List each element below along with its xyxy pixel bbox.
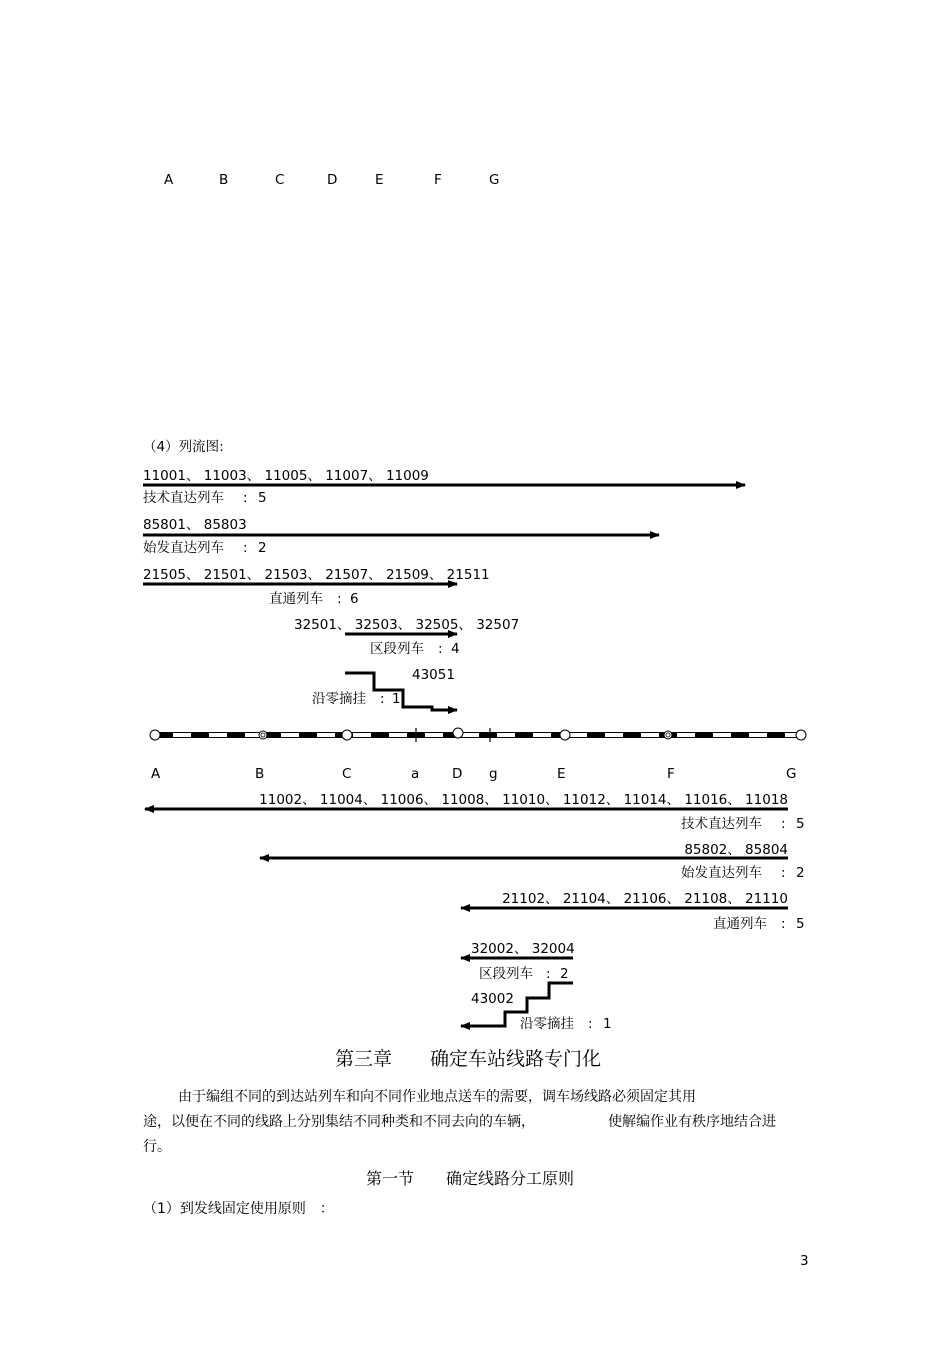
colon: : xyxy=(588,1016,593,1032)
train-ids: 11001、 11003、 11005、 11007、 11009 xyxy=(143,468,429,484)
paragraph-line: 途，以便在不同的线路上分别集结不同种类和不同去向的车辆， xyxy=(143,1114,535,1130)
station-label: G xyxy=(786,766,797,782)
paragraph-line: 使解编作业有秩序地结合进 xyxy=(608,1114,776,1130)
station-label: B xyxy=(255,766,265,782)
station-label: g xyxy=(489,766,498,782)
upward-flow-pickup xyxy=(312,667,457,710)
station-labels xyxy=(151,766,796,782)
train-type: 区段列车 xyxy=(370,641,424,657)
train-count: 2 xyxy=(258,540,267,556)
station-marker xyxy=(342,730,352,740)
top-label: D xyxy=(327,172,338,188)
colon: : xyxy=(781,916,786,932)
train-count: 2 xyxy=(560,966,569,982)
train-ids: 85801、 85803 xyxy=(143,517,247,533)
train-count: 4 xyxy=(451,641,460,657)
station-marker xyxy=(560,730,570,740)
train-type: 沿零摘挂 xyxy=(312,691,366,707)
train-type: 始发直达列车 xyxy=(143,540,224,556)
station-label: A xyxy=(151,766,161,782)
train-type: 技术直达列车 xyxy=(143,490,224,506)
train-ids: 43002 xyxy=(471,991,514,1007)
downward-flow-section xyxy=(461,941,575,982)
section-title: （4）列流图: xyxy=(143,439,224,455)
station-label: F xyxy=(667,766,675,782)
station-marker xyxy=(796,730,806,740)
train-ids: 43051 xyxy=(412,667,455,683)
train-ids: 32002、 32004 xyxy=(471,941,575,957)
colon: : xyxy=(243,540,248,556)
downward-flow-express xyxy=(145,792,805,832)
subheading: （1）到发线固定使用原则 ： xyxy=(143,1201,334,1217)
station-label: E xyxy=(557,766,566,782)
train-count: 1 xyxy=(603,1016,612,1032)
train-ids: 21505、 21501、 21503、 21507、 21509、 21511 xyxy=(143,567,490,583)
station-marker xyxy=(150,730,160,740)
train-type: 技术直达列车 xyxy=(681,816,762,832)
top-label: G xyxy=(489,172,500,188)
train-ids: 32501、 32503、 32505、 32507 xyxy=(294,617,520,633)
train-type: 直通列车 xyxy=(269,591,323,607)
colon: : xyxy=(546,966,551,982)
train-count: 6 xyxy=(350,591,359,607)
colon: : xyxy=(438,641,443,657)
upward-flow-express xyxy=(143,468,745,506)
top-label: E xyxy=(375,172,384,188)
station-label: C xyxy=(342,766,352,782)
train-type: 直通列车 xyxy=(713,916,767,932)
train-type: 始发直达列车 xyxy=(681,865,762,881)
train-count: 1 xyxy=(392,691,401,707)
top-station-labels xyxy=(164,172,499,188)
paragraph-line: 由于编组不同的到达站列车和向不同作业地点送车的需要，调车场线路必须固定其用 xyxy=(178,1089,696,1105)
top-label: A xyxy=(164,172,174,188)
station-marker xyxy=(453,728,463,738)
top-label: F xyxy=(434,172,442,188)
colon: : xyxy=(337,591,342,607)
train-count: 5 xyxy=(796,916,805,932)
station-label: D xyxy=(452,766,463,782)
train-ids: 21102、 21104、 21106、 21108、 21110 xyxy=(502,891,788,907)
train-type: 沿零摘挂 xyxy=(520,1016,574,1032)
colon: : xyxy=(380,691,385,707)
station-label: a xyxy=(411,766,420,782)
upward-flow-through xyxy=(143,567,490,607)
page-number: 3 xyxy=(800,1253,809,1269)
section-heading: 第一节 确定线路分工原则 xyxy=(365,1169,575,1188)
colon: : xyxy=(781,865,786,881)
train-ids: 85802、 85804 xyxy=(684,842,788,858)
railway-line xyxy=(150,728,806,742)
top-label: B xyxy=(219,172,229,188)
paragraph-line: 行。 xyxy=(143,1139,171,1155)
top-label: C xyxy=(275,172,285,188)
colon: : xyxy=(243,490,248,506)
train-ids: 11002、 11004、 11006、 11008、 11010、 11012、 11014、 11016、 11018 xyxy=(259,792,788,808)
train-count: 5 xyxy=(258,490,267,506)
downward-flow-through xyxy=(461,891,805,932)
downward-flow-originating xyxy=(260,842,805,881)
train-type: 区段列车 xyxy=(479,966,533,982)
upward-flow-originating xyxy=(143,517,659,556)
upward-flow-section xyxy=(294,617,519,657)
train-count: 2 xyxy=(796,865,805,881)
station-marker xyxy=(259,731,267,739)
train-count: 5 xyxy=(796,816,805,832)
chapter-title: 第三章 确定车站线路专门化 xyxy=(334,1048,602,1070)
station-marker xyxy=(664,731,672,739)
colon: : xyxy=(781,816,786,832)
downward-flow-pickup xyxy=(461,983,612,1032)
